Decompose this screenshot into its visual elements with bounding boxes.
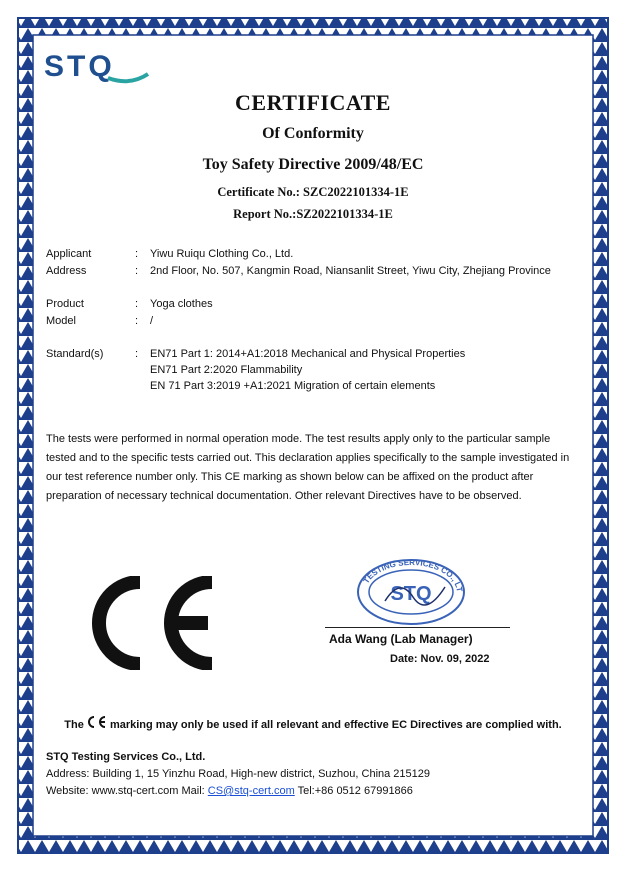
standard-item: EN 71 Part 3:2019 +A1:2021 Migration of certain elements <box>150 380 436 392</box>
applicant-label: Applicant <box>46 248 92 260</box>
standard-item: EN71 Part 1: 2014+A1:2018 Mechanical and Physical Properties <box>150 348 466 360</box>
company-stamp <box>355 557 467 632</box>
ce-small-icon <box>87 719 107 731</box>
statement-line: tested and to the specific tests carried out. This declaration applies specifically to the sample investigated in <box>46 452 570 464</box>
signature-line <box>325 627 510 628</box>
tel-text: Tel:+86 0512 67991866 <box>294 785 413 797</box>
colon: : <box>135 265 139 277</box>
ce-mark-icon <box>90 576 220 675</box>
footer-address: Address: Building 1, 15 Yinzhu Road, High-new district, Suzhou, China 215129 <box>46 768 431 780</box>
model-value: / <box>150 315 154 327</box>
standards-label: Standard(s) <box>46 348 104 360</box>
ce-note-prefix: The <box>64 719 84 731</box>
footer-contact <box>46 785 413 797</box>
ce-marking-note <box>0 716 626 731</box>
colon: : <box>135 248 139 260</box>
test-statement <box>46 430 580 506</box>
certificate-title: CERTIFICATE <box>235 90 391 115</box>
colon: : <box>135 348 139 360</box>
signatory-name: Ada Wang (Lab Manager) <box>329 632 473 646</box>
address-label: Address <box>46 265 87 277</box>
product-label: Product <box>46 298 84 310</box>
statement-line: The tests were performed in normal operation mode. The test results apply only to the particular sample <box>46 433 551 445</box>
directive-title: Toy Safety Directive 2009/48/EC <box>202 156 424 173</box>
svg-text:STQ: STQ <box>44 52 115 83</box>
website-text: Website: www.stq-cert.com Mail: <box>46 785 208 797</box>
svg-text:STQ: STQ <box>390 583 432 605</box>
email-link[interactable]: CS@stq-cert.com <box>207 785 295 797</box>
certificate-number: Certificate No.: SZC2022101334-1E <box>217 185 409 199</box>
signature-date: Date: Nov. 09, 2022 <box>390 653 490 665</box>
report-number: Report No.:SZ2022101334-1E <box>233 207 393 221</box>
svg-text:TESTING SERVICES CO., LTD.: TESTING SERVICES CO., LT <box>361 557 465 593</box>
colon: : <box>135 315 139 327</box>
model-label: Model <box>46 315 76 327</box>
ce-note-text: marking may only be used if all relevant and effective EC Directives are complied with. <box>109 719 562 731</box>
product-value: Yoga clothes <box>150 298 213 310</box>
address-value: 2nd Floor, No. 507, Kangmin Road, Niansanlit Street, Yiwu City, Zhejiang Province <box>150 265 551 277</box>
statement-line: our test reference number only. This CE marking as shown below can be affixed on the product after <box>46 471 534 483</box>
statement-line: preparation of necessary technical documentation. Other relevant Directives have to be observed. <box>46 490 522 502</box>
certificate-subtitle: Of Conformity <box>262 125 364 142</box>
applicant-value: Yiwu Ruiqu Clothing Co., Ltd. <box>150 248 294 260</box>
colon: : <box>135 298 139 310</box>
standard-item: EN71 Part 2:2020 Flammability <box>150 364 303 376</box>
stq-logo <box>44 52 152 89</box>
footer-company: STQ Testing Services Co., Ltd. <box>46 751 206 763</box>
